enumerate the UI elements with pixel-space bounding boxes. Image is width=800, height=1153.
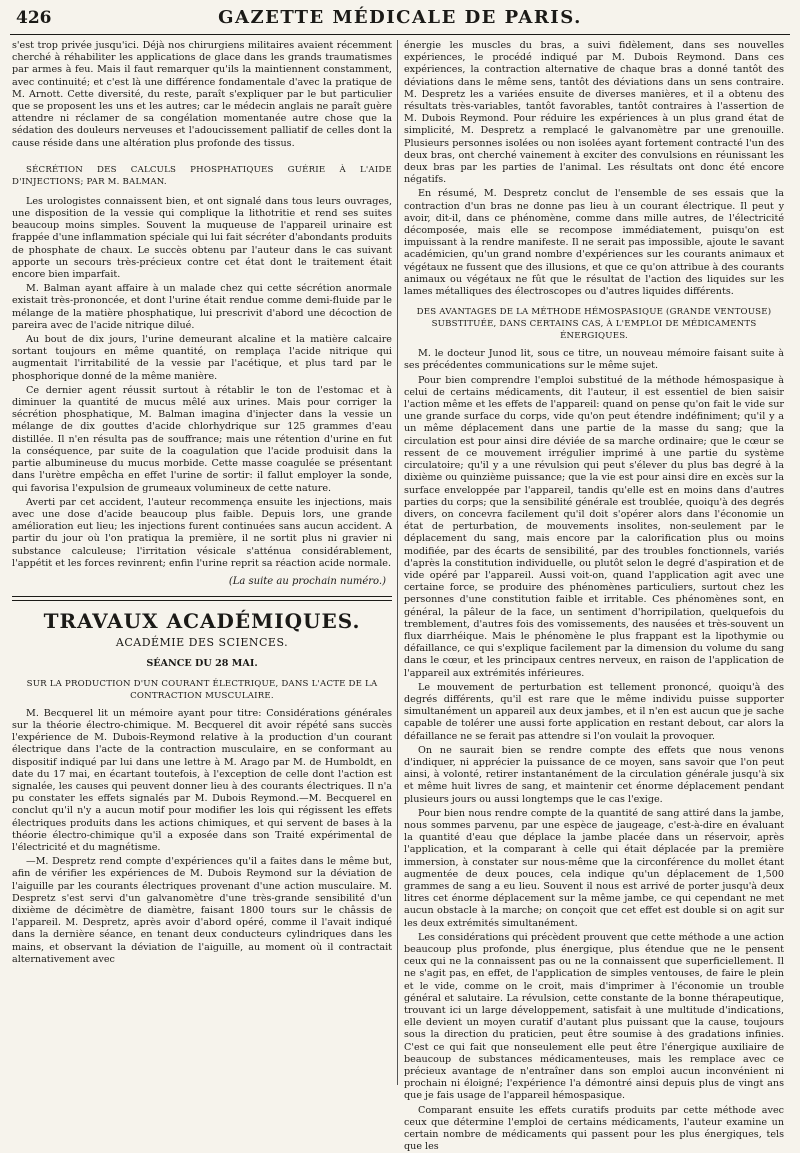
paragraph: Les urologistes connaissent bien, et ont signalé dans tous leurs ouvrages, une disposition de la vessie qui complique la lithotritie et rend ses suites beaucoup moins simples. Souvent la muqueuse de l'appareil urinaire est frappée d'une inflammation spéciale qui lui fait sécréter d'abondants produits de phosphate de chaux. Le succès obtenu par l'auteur dans le cas suivant apporte un secours très-précieux contre cet état dont le traitement était encore bien imparfait. xyxy=(12,195,392,281)
paragraph: s'est trop privée jusqu'ici. Déjà nos chirurgiens militaires avaient récemment cherché à réhabiliter les applications de glace dans les grands traumatismes par armes à feu. Mais il faut remarquer qu'ils la maintiennent constamment, avec continuité; et c'est là une différence fondamentale d'avec la pratique de M. Arnott. Cette diversité, du reste, paraît s'expliquer par le but particulier que se proposent les uns et les autres; car le médecin anglais ne paraît guère attendre ni réclamer de sa congélation momentanée autre chose que la sédation des douleurs nerveuses et l'adoucissement palliatif de celles dont la cause réside dans une altération plus profonde des tissus. xyxy=(12,40,392,149)
journal-title: GAZETTE MÉDICALE DE PARIS. xyxy=(218,7,582,28)
article-heading: DES AVANTAGES DE LA MÉTHODE HÉMOSPASIQUE (GRANDE VENTOUSE) SUBSTITUÉE, DANS CERTAINS CAS, À L'EMPLOI DE MÉDICAMENTS ÉNERGIQUES. xyxy=(416,307,772,342)
paragraph: M. le docteur Junod lit, sous ce titre, un nouveau mémoire faisant suite à ses précédentes communications sur le même sujet. xyxy=(404,348,784,372)
paragraph: M. Balman ayant affaire à un malade chez qui cette sécrétion anormale existait très-prononcée, et dont l'urine était rendue comme demi-fluide par le mélange de la matière phosphatique, lui prescrivit d'abord une décoction de pareira avec de l'acide nitrique dilué. xyxy=(12,283,392,331)
article-heading: SÉCRÉTION DES CALCULS PHOSPHATIQUES GUÉRIE À L'AIDE D'INJECTIONS; PAR M. BALMAN. xyxy=(12,164,392,187)
paragraph: M. Becquerel lit un mémoire ayant pour titre: Considérations générales sur la théorie électro-chimique. M. Becquerel dit avoir répété sans succès l'expérience de M. Dubois-Reymond relative à la production d'un courant électrique dans l'acte de la contraction musculaire, en se conformant au dispositif indiqué par lui dans une lettre à M. Arago par M. de Humboldt, en date du 17 mai, en écartant toutefois, à l'exception de celle dont l'action est signalée, les causes qui peuvent donner lieu à des courants électriques. Il n'a pu constater les effets signalés par M. Dubois Reymond.—M. Becquerel en conclut qu'il n'y a aucun motif pour modifier les lois qui régissent les effets électriques produits dans les actions chimiques, et qui servent de bases à la théorie électro-chimique qu'il a exposée dans son Traité expérimental de l'électricité et du magnétisme. xyxy=(12,707,392,853)
right-column xyxy=(404,40,784,1153)
paragraph: Le mouvement de perturbation est tellement prononcé, quoiqu'à des degrés différents, qu'il est rare que le même individu puisse supporter simultanément un appareil aux deux jambes, et il n'en est aucun que je sache capable de tolérer une aussi forte application en restant debout, car alors la défaillance ne se ferait pas attendre si l'on voulait la provoquer. xyxy=(404,681,784,742)
paragraph: —M. Despretz rend compte d'expériences qu'il a faites dans le même but, afin de vérifier les expériences de M. Dubois Reymond sur la déviation de l'aiguille par les courants électriques provenant d'une action musculaire. M. Despretz s'est servi d'un galvanomètre d'une très-grande sensibilité d'un dixième de décimètre de diamètre, faisant 1800 tours sur le châssis de l'appareil. M. Despretz, après avoir d'abord opéré, comme il l'avait indiqué dans la dernière séance, en tenant deux conducteurs cylindriques dans les mains, et observant la déviation de l'aiguille, au moment où il contractait alternativement avec xyxy=(12,856,392,965)
paragraph: Ce dernier agent réussit surtout à rétablir le ton de l'estomac et à diminuer la quantité de mucus mêlé aux urines. Mais pour corriger la sécrétion phosphatique, M. Balman imagina d'injecter dans la vessie un mélange de dix gouttes d'acide chlorhydrique sur 125 grammes d'eau distillée. Il n'en résulta pas de souffrance; mais une rétention d'urine en fut la conséquence, par suite de la coagulation que l'acide produisit dans la partie albumineuse du mucus morbide. Cette masse coagulée se présentant dans l'urètre empêcha en effet l'urine de sortir: il fallut employer la sonde, qui favorisa l'expulsion de grumeaux volumineux de cette nature. xyxy=(12,384,392,494)
paragraph: Averti par cet accident, l'auteur recommença ensuite les injections, mais avec une dose d'acide beaucoup plus faible. Depuis lors, une grande amélioration eut lieu; les injections furent continuées sans aucun accident. A partir du jour où l'on pratiqua la première, il ne sortit plus ni gravier ni substance calculeuse; l'irritation vésicale s'atténua considérablement, l'appétit et les forces revinrent; enfin l'urine reprit sa réaction acide normale. xyxy=(12,496,392,569)
paragraph: Les considérations qui précèdent prouvent que cette méthode a une action beaucoup plus profonde, plus énergique, plus étendue que ne le pensent ceux qui ne la connaissent pas ou ne la connaissent que superficiellement. Il ne s'agit pas, en effet, de l'application de simples ventouses, de faire le plein et le vide, comme on le croit, mais d'imprimer à l'économie un trouble général et salutaire. La révulsion, cette constante de la bonne thérapeutique, trouvant ici un large développement, satisfait à une multitude d'indications, elle devient un moyen curatif d'autant plus puissant que la cause, toujours sous la direction du praticien, peut être soumise à des gradations infinies. C'est ce qui fait que nonseulement elle peut être l'énergique auxiliaire de beaucoup de substances médicamenteuses, mais les remplace avec ce précieux avantage de n'entraîner dans son emploi aucun inconvénient ni prochain ni éloigné; l'expérience l'a démontré ainsi depuis plus de vingt ans que je fais usage de l'appareil hémospasique. xyxy=(404,931,784,1102)
paragraph: En résumé, M. Despretz conclut de l'ensemble de ses essais que la contraction d'un bras ne donne pas lieu à un courant électrique. Il peut y avoir, dit-il, dans ce phénomène, comme dans mille autres, de l'électricité décomposée, mais elle se recompose immédiatement, puisqu'on est impuissant à la rendre manifeste. Il ne serait pas impossible, ajoute le savant académicien, qu'un grand nombre d'expériences sur les courants animaux et végétaux ne fussent que des illusions, et que ce qu'on attribue à des courants animaux ou végétaux ne fût que le résultat de l'action des liquides sur les lames métalliques des électroscopes ou d'autres liquides différents. xyxy=(404,188,784,298)
article-heading: SUR LA PRODUCTION D'UN COURANT ÉLECTRIQUE, DANS L'ACTE DE LA CONTRACTION MUSCULAIRE. xyxy=(26,678,378,701)
paragraph: Comparant ensuite les effets curatifs produits par cette méthode avec ceux que détermine l'emploi de certains médicaments, l'auteur examine un certain nombre de médicaments qui passent pour les plus énergiques, tels que les xyxy=(404,1104,784,1153)
section-rule xyxy=(12,596,392,597)
column-separator xyxy=(397,40,398,1085)
paragraph: Au bout de dix jours, l'urine demeurant alcaline et la matière calcaire sortant toujours en même quantité, on remplaça l'acide nitrique qui augmentait l'irritabilité de la vessie par l'acétique, et plus tard par le phosphorique donné de la même manière. xyxy=(12,334,392,382)
session-date: SÉANCE DU 28 MAI. xyxy=(146,657,258,669)
paragraph: Pour bien comprendre l'emploi substitué de la méthode hémospasique à celui de certains médicaments, dit l'auteur, il est essentiel de bien saisir l'action même et les effets de l'appareil: quand on pense qu'on fait le vide sur une grande surface du corps, vide qu'on peut étendre indéfiniment; qu'il y a un même déplacement dans une partie de la masse du sang; que la circulation est pour ainsi dire déviée de sa marche ordinaire; que le cœur se ressent de ce mouvement irrégulier imprimé à une partie du système circulatoire; qu'il y a une révulsion qui peut s'élever du plus bas degré à la dixième ou quinzième puissance; que la vie est pour ainsi dire en excès sur la surface enveloppée par l'appareil, tandis qu'elle est en moins dans d'autres parties du corps; que la sensibilité générale est troublée, quoiqu'à des degrés divers, on concevra facilement qu'il doit s'opérer alors dans l'économie un état de perturbation, de mouvements insolites, non-seulement par le déplacement du sang, mais encore par la calorification plus ou moins modifiée, par des écarts de sensibilité, par des troubles fonctionnels, variés d'après la constitution individuelle, ou plutôt selon le degré d'aspiration et de vide opéré par l'appareil. Aussi voit-on, quand l'application agit avec une certaine force, se produire des phénomènes particuliers, surtout chez les personnes d'une constitution faible et irritable. Ces phénomènes sont, en général, la pâleur de la face, un sentiment d'horripilation, quelquefois du tremblement, d'autres fois des vomissements, des nausées et très-souvent un flux diarrhéique. Mais le phénomène le plus frappant est la lipothymie ou défaillance, ce qui s'explique facilement par la dimension du volume du sang dans le cœur, et les principaux centres nerveux, en raison de l'application de l'appareil aux extrémités inférieures. xyxy=(404,374,784,679)
section-rule xyxy=(12,600,392,601)
continuation-note: (La suite au prochain numéro.) xyxy=(228,575,386,587)
paragraph: On ne saurait bien se rendre compte des effets que nous venons d'indiquer, ni apprécier la puissance de ce moyen, sans savoir que l'on peut ainsi, à volonté, retirer instantanément de la circulation générale jusqu'à six et même huit livres de sang, et maintenir cet énorme déplacement pendant plusieurs jours ou aussi longtemps que le cas l'exige. xyxy=(404,744,784,805)
paragraph: énergie les muscles du bras, a suivi fidèlement, dans ses nouvelles expériences, le procédé indiqué par M. Dubois Reymond. Dans ces expériences, la contraction alternative de chaque bras a donné tantôt des déviations dans le même sens, tantôt des déviations dans un sens contraire. M. Despretz les a variées ensuite de diverses manières, et il a obtenu des résultats très-variables, tantôt favorables, tantôt contraires à l'assertion de M. Dubois Reymond. Pour réduire les expériences à un plus grand état de simplicité, M. Despretz a remplacé le galvanomètre par une grenouille. Plusieurs personnes isolées ou non isolées ayant fortement contracté l'un des deux bras, ont cherché vainement à exciter des convulsions en réunissant les deux bras par les parties de l'animal. Les résultats ont donc été encore négatifs. xyxy=(404,40,784,186)
paragraph: Pour bien nous rendre compte de la quantité de sang attiré dans la jambe, nous sommes parvenu, par une espèce de jaugeage, c'est-à-dire en évaluant la quantité d'eau que déplace la jambe placée dans un réservoir, après l'application, et la comparant à celle qui était déplacée par la première immersion, à constater sur nous-même que la circonférence du mollet étant augmentée de deux pouces, cela indique qu'un déplacement de 1,500 grammes de sang a eu lieu. Souvent il nous est arrivé de porter jusqu'à deux litres cet énorme déplacement sur la même jambe, ce qui cependant ne met aucun obstacle à la marche; on conçoit que cet effet est double si on agit sur les deux extrémités simultanément. xyxy=(404,807,784,929)
page-header xyxy=(10,6,790,32)
left-column xyxy=(12,40,392,1092)
section-title: TRAVAUX ACADÉMIQUES. xyxy=(43,609,361,634)
academy-name: ACADÉMIE DES SCIENCES. xyxy=(115,636,289,650)
page-number: 426 xyxy=(16,8,52,28)
header-rule xyxy=(10,34,790,35)
